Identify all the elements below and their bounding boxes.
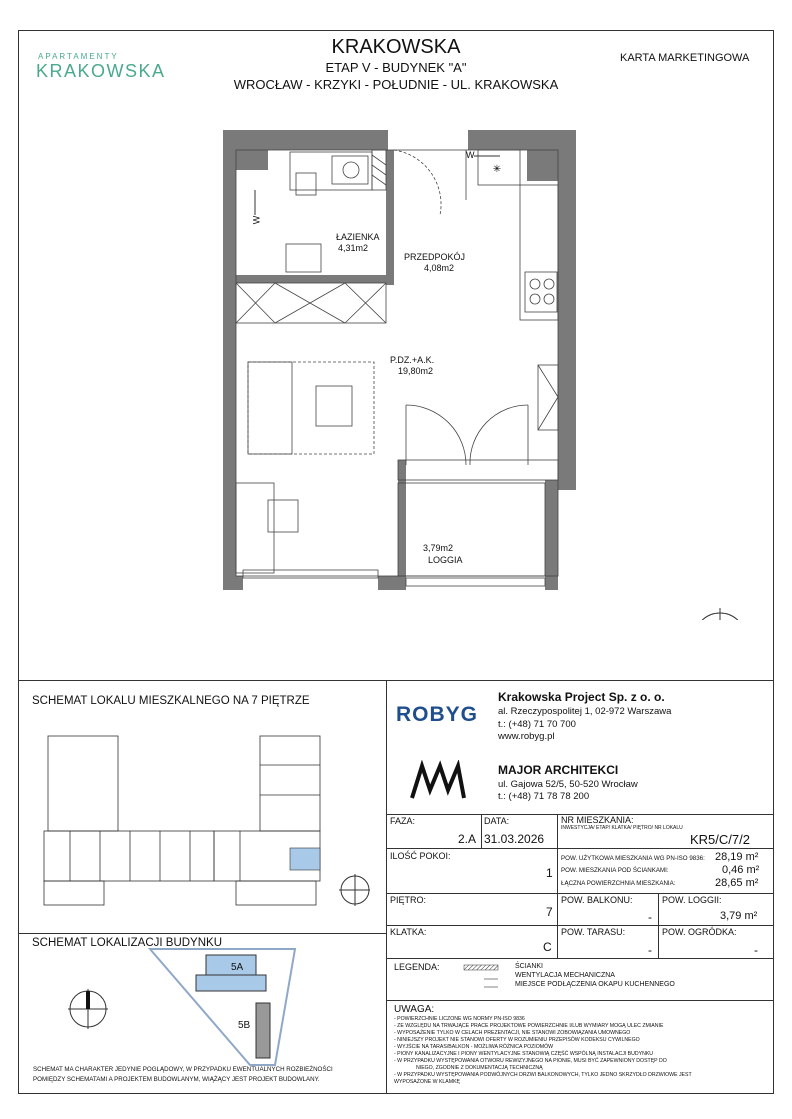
floor-label: PIĘTRO:	[390, 895, 427, 905]
nr-label: NR MIESZKANIA:	[561, 815, 634, 825]
note-item: - WYJŚCIE NA TARAS/BALKON - MOŻLIWA RÓŻNICA POZIOMÓW	[394, 1044, 554, 1050]
major-logo	[408, 760, 468, 802]
balcony-value: -	[648, 910, 652, 924]
room-hall-name: PRZEDPOKÓJ	[404, 252, 466, 262]
building-scheme	[60, 945, 360, 1075]
logo-line2: KRAKOWSKA	[36, 61, 166, 81]
legend-title: LEGENDA:	[394, 962, 440, 972]
loggia-label: POW. LOGGII:	[662, 895, 722, 905]
room-loggia-area: 3,79m2	[423, 543, 454, 553]
total-value: 28,65 m²	[715, 877, 759, 889]
garden-value: -	[754, 943, 758, 957]
vent-label: W	[251, 215, 262, 225]
stair-label: KLATKA:	[390, 927, 427, 937]
disclaimer-line2: POMIĘDZY SCHEMATAMI A PROJEKTEM BUDOWLANYM, WIĄŻĄCY JEST PROJEKT BUDOWLANY.	[33, 1076, 320, 1083]
architect-address: ul. Gajowa 52/5, 50-520 Wrocław	[498, 779, 638, 790]
terrace-value: -	[648, 943, 652, 957]
pu-value: 28,19 m²	[715, 851, 759, 863]
legend-item-hood: MIEJSCE PODŁĄCZENIA OKAPU KUCHENNEGO	[515, 981, 675, 988]
card-type: KARTA MARKETINGOWA	[620, 52, 750, 64]
notes-title: UWAGA:	[394, 1004, 435, 1015]
rooms-value: 1	[546, 866, 553, 880]
note-item: - PIONY KANALIZACYJNE I PIONY WENTYLACYJNE STANOWIĄ CZĘŚĆ WSPÓLNĄ INSTALACJI BUDYNKU	[394, 1051, 654, 1057]
stair-value: C	[543, 940, 552, 954]
building-5b: 5B	[238, 1020, 251, 1031]
legend-symbols	[462, 963, 512, 995]
svg-text:✳: ✳	[492, 164, 502, 175]
data-value: 31.03.2026	[484, 832, 545, 846]
note-item: - NINIEJSZY PROJEKT NIE STANOWI OFERTY W ROZUMIENIU PRZEPISÓW KODEKSU CYWILNEGO	[394, 1037, 640, 1043]
room-bathroom-area: 4,31m2	[338, 243, 369, 253]
note-item: - W PRZYPADKU WYSTĘPOWANIA OTWORU REWIZYJNEGO NA PIONIE, MUSI BYĆ ZAPEWNIONY DOSTĘP DO	[394, 1058, 667, 1064]
stage-text: ETAP V - BUDYNEK "A"	[325, 60, 467, 75]
disclaimer-line1: SCHEMAT MA CHARAKTER JEDYNIE POGLĄDOWY, W PRZYPADKU EWENTUALNYCH ROZBIEŻNOŚCI	[33, 1066, 333, 1073]
walls-label: POW. MIESZKANIA POD ŚCIANKAMI:	[561, 867, 669, 874]
terrace-label: POW. TARASU:	[561, 927, 626, 937]
location-text: WROCŁAW - KRZYKI - POŁUDNIE - UL. KRAKOWSKA	[233, 77, 559, 92]
legend-item-vent: WENTYLACJA MECHANICZNA	[515, 972, 615, 979]
note-item: - W PRZYPADKU WYSTĘPOWANIA PODWÓJNYCH DRZWI BALKONOWYCH, TYLKO JEDNO SKRZYDŁO DRZWIOWE JEST	[394, 1072, 692, 1078]
note-item: - POWIERZCHNIE LICZONE WG NORMY PN-ISO 9836	[394, 1016, 525, 1022]
developer-address: al. Rzeczypospolitej 1, 02-972 Warszawa	[498, 706, 672, 717]
faza-value: 2.A	[458, 832, 477, 846]
total-label: ŁĄCZNA POWIERZCHNIA MIESZKANIA:	[561, 880, 676, 887]
garden-label: POW. OGRÓDKA:	[662, 927, 737, 937]
room-living-area: 19,80m2	[398, 366, 434, 376]
floor-scheme-title: SCHEMAT LOKALU MIESZKALNEGO NA 7 PIĘTRZE	[32, 695, 310, 707]
room-bathroom-name: ŁAZIENKA	[336, 232, 380, 242]
note-item: WYPOSAŻONE W KLAMKĘ	[394, 1079, 461, 1085]
developer-name: Krakowska Project Sp. z o. o.	[498, 690, 665, 704]
room-hall-area: 4,08m2	[424, 263, 455, 273]
notes-list	[394, 1016, 692, 1086]
balcony-label: POW. BALKONU:	[561, 895, 633, 905]
nr-value: KR5/C/7/2	[690, 832, 750, 847]
legend-item-walls: ŚCIANKI	[515, 963, 544, 970]
note-item: - WYPOSAŻENIE TYLKO W CELACH PREZENTACJI, NIE STANOWI ZOBOWIĄZANIA UMOWNEGO	[394, 1030, 631, 1036]
faza-label: FAZA:	[390, 816, 416, 826]
vent-label-2: W	[466, 150, 475, 160]
walls-value: 0,46 m²	[722, 864, 760, 876]
building-scheme-title: SCHEMAT LOKALIZACJI BUDYNKU	[32, 937, 223, 949]
logo-line1: APARTAMENTY	[38, 52, 119, 61]
architect-name: MAJOR ARCHITEKCI	[498, 763, 619, 777]
developer-web: www.robyg.pl	[498, 731, 555, 742]
developer-phone: t.: (+48) 71 70 700	[498, 719, 576, 730]
floor-scheme	[40, 730, 370, 920]
room-living-name: P.DZ.+A.K.	[390, 355, 435, 365]
rooms-label: ILOŚĆ POKOI:	[390, 851, 451, 861]
nr-sub: INWESTYCJA/ ETAP/ KLATKA/ PIĘTRO/ NR LOKALU	[561, 825, 683, 831]
page-title: KRAKOWSKA	[331, 36, 461, 58]
note-item: - ZE WZGLĘDU NA TRWAJĄCE PRACE PROJEKTOWE POWIERZCHNIE I/LUB WYMIARY MOGĄ ULEC ZMIANIE	[394, 1023, 664, 1029]
data-label: DATA:	[484, 816, 510, 826]
loggia-value: 3,79 m²	[720, 910, 758, 922]
room-loggia-name: LOGGIA	[428, 555, 463, 565]
pu-label: POW. UŻYTKOWA MIESZKANIA WG PN-ISO 9836:	[561, 855, 705, 862]
architect-phone: t.: (+48) 71 78 78 200	[498, 791, 590, 802]
note-item: NIEGO, ZGODNIE Z DOKUMENTACJĄ TECHNICZNĄ	[416, 1065, 543, 1071]
floor-value: 7	[546, 905, 553, 919]
building-5a: 5A	[231, 962, 244, 973]
robyg-logo: ROBYG	[396, 703, 479, 726]
